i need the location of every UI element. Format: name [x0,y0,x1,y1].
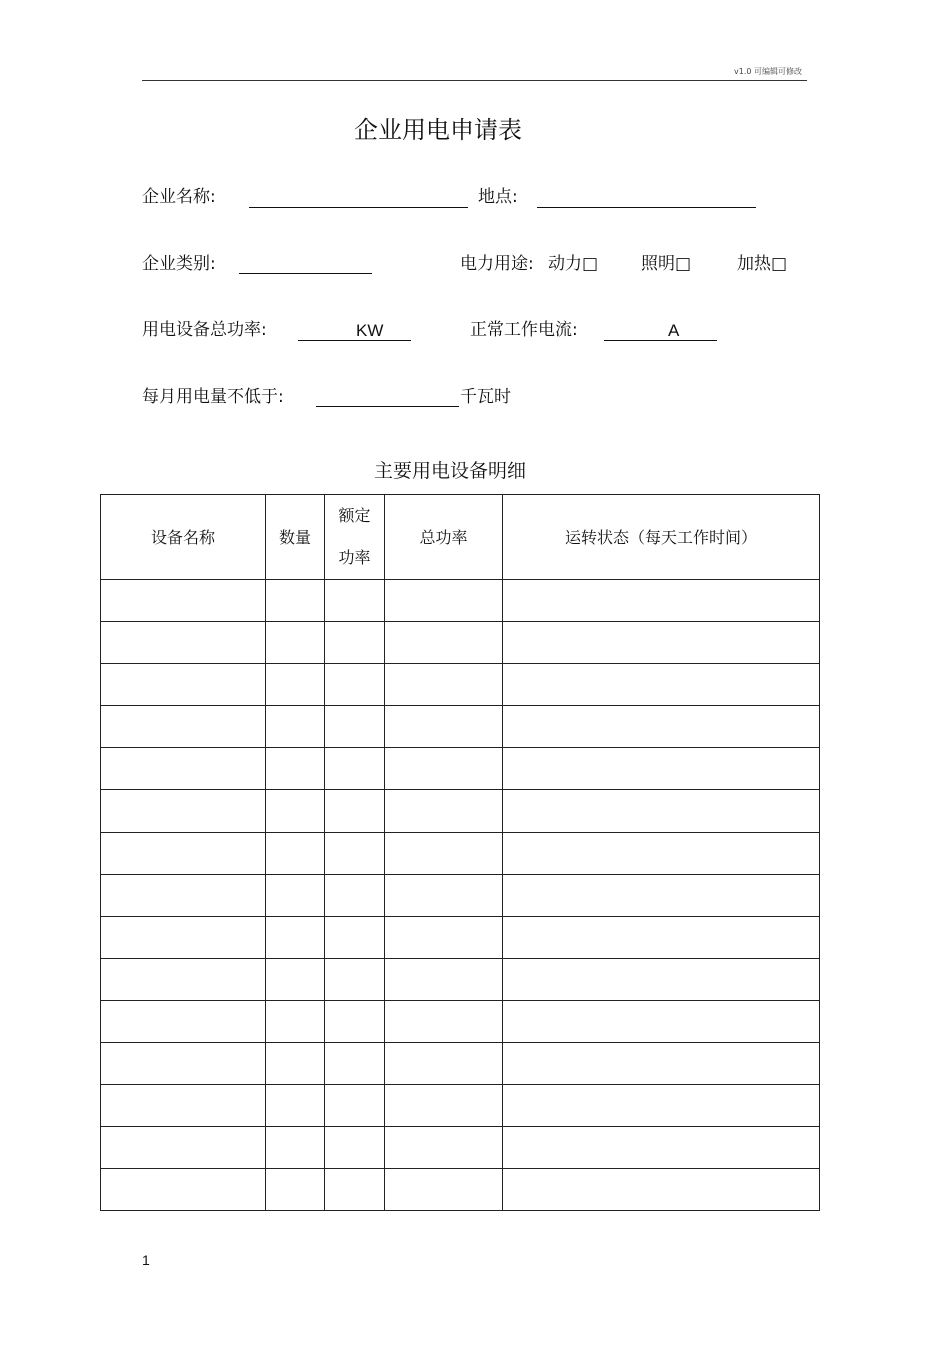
table-row [101,706,820,748]
cell-operating-status[interactable] [503,832,820,874]
header-version-note: v1.0 可编辑可修改 [734,67,802,76]
table-row [101,664,820,706]
header-divider [142,80,807,81]
cell-rated-power[interactable] [325,622,385,664]
cell-equipment-name[interactable] [101,1000,266,1042]
location-field[interactable] [537,207,756,208]
cell-equipment-name[interactable] [101,790,266,832]
cell-operating-status[interactable] [503,580,820,622]
cell-quantity[interactable] [266,1127,325,1169]
equipment-table [100,494,820,1211]
cell-rated-power[interactable] [325,748,385,790]
header-rated-power: 额定 功率 [325,495,385,580]
cell-equipment-name[interactable] [101,916,266,958]
cell-equipment-name[interactable] [101,622,266,664]
table-row [101,790,820,832]
cell-operating-status[interactable] [503,1127,820,1169]
cell-rated-power[interactable] [325,1127,385,1169]
table-row [101,1085,820,1127]
monthly-usage-unit: 千瓦时 [460,387,511,407]
cell-equipment-name[interactable] [101,748,266,790]
cell-operating-status[interactable] [503,916,820,958]
cell-rated-power[interactable] [325,664,385,706]
cell-quantity[interactable] [266,916,325,958]
cell-quantity[interactable] [266,832,325,874]
cell-total-power[interactable] [385,622,503,664]
cell-operating-status[interactable] [503,1043,820,1085]
cell-rated-power[interactable] [325,1169,385,1211]
cell-total-power[interactable] [385,1000,503,1042]
cell-total-power[interactable] [385,874,503,916]
cell-operating-status[interactable] [503,874,820,916]
cell-quantity[interactable] [266,790,325,832]
total-power-label: 用电设备总功率: [142,320,267,340]
total-power-field[interactable] [298,340,411,341]
cell-quantity[interactable] [266,622,325,664]
table-row [101,1043,820,1085]
working-current-label: 正常工作电流: [470,320,578,340]
cell-equipment-name[interactable] [101,832,266,874]
table-row [101,1000,820,1042]
table-header-row [101,495,820,580]
cell-equipment-name[interactable] [101,958,266,1000]
cell-rated-power[interactable] [325,1000,385,1042]
cell-total-power[interactable] [385,958,503,1000]
header-operating-status: 运转状态（每天工作时间） [503,495,820,580]
cell-operating-status[interactable] [503,790,820,832]
monthly-usage-label: 每月用电量不低于: [142,387,284,407]
table-row [101,580,820,622]
cell-total-power[interactable] [385,580,503,622]
header-quantity: 数量 [266,495,325,580]
cell-operating-status[interactable] [503,1000,820,1042]
cell-equipment-name[interactable] [101,706,266,748]
cell-total-power[interactable] [385,706,503,748]
header-total-power: 总功率 [385,495,503,580]
table-row [101,958,820,1000]
cell-operating-status[interactable] [503,958,820,1000]
working-current-unit: A [668,321,680,340]
equipment-table-title: 主要用电设备明细 [373,460,526,482]
cell-quantity[interactable] [266,958,325,1000]
cell-quantity[interactable] [266,748,325,790]
equipment-table-body [101,580,820,1211]
cell-equipment-name[interactable] [101,1169,266,1211]
company-type-field[interactable] [239,273,372,274]
cell-equipment-name[interactable] [101,874,266,916]
cell-quantity[interactable] [266,1085,325,1127]
cell-operating-status[interactable] [503,664,820,706]
company-name-field[interactable] [249,207,468,208]
working-current-field[interactable] [604,340,717,341]
cell-operating-status[interactable] [503,622,820,664]
table-row [101,748,820,790]
cell-equipment-name[interactable] [101,1085,266,1127]
cell-equipment-name[interactable] [101,1127,266,1169]
total-power-unit: KW [356,321,384,340]
table-row [101,1169,820,1211]
cell-operating-status[interactable] [503,1085,820,1127]
cell-total-power[interactable] [385,1043,503,1085]
monthly-usage-field[interactable] [316,406,459,407]
company-name-label: 企业名称: [142,187,216,207]
cell-total-power[interactable] [385,748,503,790]
power-use-option-lighting[interactable]: 照明□ [641,254,692,274]
cell-rated-power[interactable] [325,958,385,1000]
cell-quantity[interactable] [266,1000,325,1042]
cell-rated-power[interactable] [325,874,385,916]
cell-equipment-name[interactable] [101,664,266,706]
table-row [101,916,820,958]
cell-total-power[interactable] [385,1169,503,1211]
cell-operating-status[interactable] [503,1169,820,1211]
cell-rated-power[interactable] [325,580,385,622]
cell-operating-status[interactable] [503,706,820,748]
cell-rated-power[interactable] [325,706,385,748]
table-row [101,622,820,664]
cell-rated-power[interactable] [325,916,385,958]
cell-total-power[interactable] [385,664,503,706]
table-row [101,874,820,916]
header-equipment-name: 设备名称 [101,495,266,580]
cell-quantity[interactable] [266,1043,325,1085]
power-use-label: 电力用途: [460,254,534,274]
cell-total-power[interactable] [385,1085,503,1127]
cell-equipment-name[interactable] [101,580,266,622]
page-number: 1 [142,1252,150,1268]
cell-quantity[interactable] [266,874,325,916]
power-use-option-heating[interactable]: 加热□ [737,254,788,274]
cell-total-power[interactable] [385,916,503,958]
cell-quantity[interactable] [266,1169,325,1211]
table-row [101,832,820,874]
cell-rated-power[interactable] [325,1085,385,1127]
cell-equipment-name[interactable] [101,1043,266,1085]
cell-quantity[interactable] [266,706,325,748]
company-type-label: 企业类别: [142,254,216,274]
cell-quantity[interactable] [266,580,325,622]
cell-total-power[interactable] [385,1127,503,1169]
cell-rated-power[interactable] [325,832,385,874]
table-row [101,1127,820,1169]
page-title: 企业用电申请表 [354,116,522,144]
cell-total-power[interactable] [385,790,503,832]
cell-quantity[interactable] [266,664,325,706]
location-label: 地点: [478,187,518,207]
cell-rated-power[interactable] [325,790,385,832]
power-use-option-motive[interactable]: 动力□ [548,254,599,274]
cell-rated-power[interactable] [325,1043,385,1085]
cell-total-power[interactable] [385,832,503,874]
cell-operating-status[interactable] [503,748,820,790]
